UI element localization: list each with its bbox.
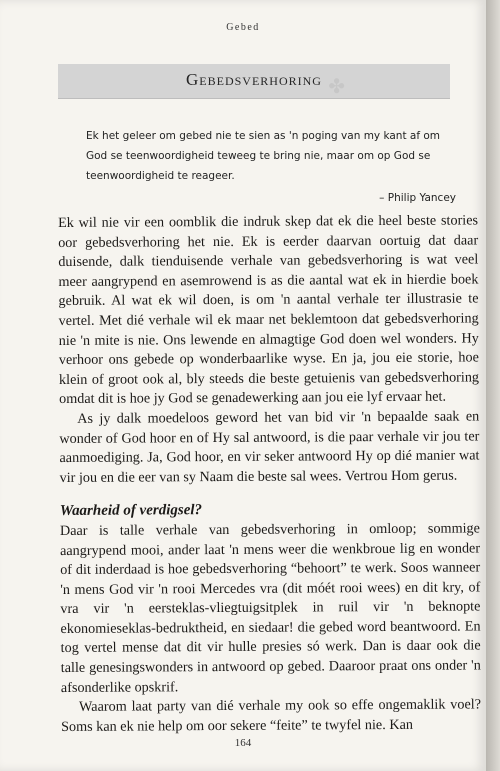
paragraph: Waarom laat party van dié verhale my ook so effe ongemaklik voel? Soms kan ek nie help om oor sekere “feite” te twyfel nie. Kan (61, 696, 482, 735)
banner-watermark-decoration: ✤ (328, 74, 345, 98)
subheading: Waarheid of verdigsel? (59, 502, 203, 520)
paragraph: Ek wil nie vir een oomblik die indruk skep dat ek die heel beste stories oor gebedsverhoring het nie. Ek is eerder daarvan oortuig dat daar duisende, dalk tienduisende verhale van gebedsverhoring is wat veel meer aangrypend en asemrowend is as die aantal wat ek in hierdie boek gebruik. Al wat ek wil doen, is om 'n aantal verhale ter illustrasie te vertel. Met dié verhale wil ek maar net beklemtoon dat gebedsverhoring nie 'n mite is nie. Ons lewende en almagtige God doen wel wonders. Hy verhoor ons gebede op wonderbaarlike wyse. En ja, jou eie storie, hoe klein of groot ook al, bly steeds die beste getuienis van gebedsverhoring omdat dit is hoe jy God se genadewerking aan jou eie lyf ervaar het. (58, 212, 480, 408)
epigraph-quote (86, 126, 456, 208)
quote-attribution: – Philip Yancey (379, 192, 456, 204)
page-number: 164 (234, 737, 252, 749)
running-head: Gebed (226, 22, 260, 33)
page-edge (486, 0, 500, 771)
section-banner (58, 64, 450, 99)
paragraph: Daar is talle verhale van gebedsverhoring in omloop; sommige aangrypend mooi, ander laat 'n mens weer die wenkbroue lig en wonder of dit inderdaad is hoe gebedsverhoring “behoort” te werk. Soos wanneer 'n mens God vir 'n rooi Mercedes vra (dit móét rooi wees) en dit kry, of vra vir 'n eersteklas-vliegtuigsitplek in ruil vir 'n beknopte ekonomieseklas-bedruktheid, en siedaar! die gebed word beantwoord. En tog vertel mense dat dit vir hulle presies só werk. Dan is daar ook die talle genesingswonders in antwoord op gebed. Daaroor praat ons onder 'n afsonderlike opskrif. (59, 520, 481, 696)
quote-text: Ek het geleer om gebed nie te sien as 'n poging van my kant af om God se teenwoordigheid teweeg te bring nie, maar om op God se teenwoordigheid te reageer. (86, 130, 441, 182)
section-title: Gebedsverhoring (186, 70, 322, 89)
paragraph: As jy dalk moedeloos geword het van bid vir 'n bepaalde saak en wonder of God hoor en of Hy sal antwoord, is die paar verhale vir jou ter aanmoediging. Ja, God hoor, en vir seker antwoord Hy op dié manier wat vir jou en die eer van sy Naam die beste sal wees. Vertrou Hom gerus. (59, 408, 480, 486)
body-text (58, 211, 481, 737)
